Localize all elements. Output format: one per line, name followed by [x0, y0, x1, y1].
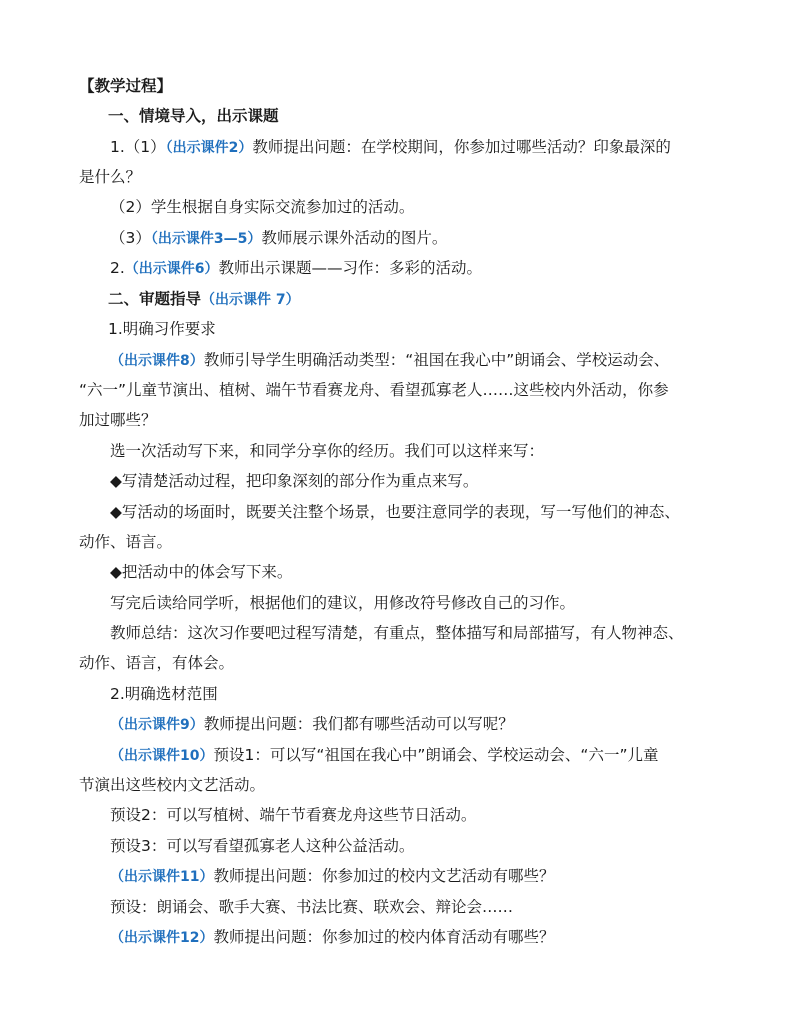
para-14	[110, 805, 476, 825]
section-2-title	[108, 289, 300, 310]
para-3-number: （3）	[110, 229, 151, 247]
section-2-courseware-tag: （出示课件 7）	[201, 292, 300, 308]
section-1-title	[108, 106, 279, 126]
para-18-text: 教师提出问题：你参加过的校内体育活动有哪些？	[213, 928, 555, 946]
para-13-text-2: 节演出这些校内文艺活动。	[79, 776, 266, 794]
para-2	[110, 197, 414, 217]
bullet-3-text: ◆把活动中的体会写下来。	[110, 563, 293, 581]
subheading-2-text: 2.明确选材范围	[110, 685, 218, 703]
para-3	[110, 228, 447, 249]
section-1-title-text: 一、情境导入，出示课题	[108, 107, 279, 125]
para-5-courseware-tag: （出示课件8）	[110, 353, 204, 369]
para-5-text-3: 加过哪些？	[79, 411, 157, 429]
para-1-number: 1.（1）	[110, 138, 166, 156]
para-15-text: 预设3：可以写看望孤寡老人这种公益活动。	[110, 837, 415, 855]
para-11-line-1	[110, 623, 684, 643]
para-4	[110, 258, 482, 279]
subheading-1	[108, 319, 216, 339]
para-15	[110, 836, 414, 856]
para-13-courseware-tag: （出示课件10）	[110, 748, 214, 764]
para-14-text: 预设2：可以写植树、端午节看赛龙舟这些节日活动。	[110, 806, 477, 824]
para-1-line-1	[110, 137, 671, 158]
bullet-1-text: ◆写清楚活动过程，把印象深刻的部分作为重点来写。	[110, 472, 479, 490]
para-5-text-2: “六一”儿童节演出、植树、端午节看赛龙舟、看望孤寡老人……这些校内外活动，你参	[79, 381, 669, 399]
para-13-line-1	[110, 745, 658, 766]
para-3-courseware-tag: （出示课件3—5）	[150, 231, 262, 247]
bullet-2-text-2: 动作、语言。	[79, 533, 173, 551]
para-12	[110, 714, 514, 735]
para-6-text: 选一次活动写下来，和同学分享你的经历。我们可以这样来写：	[110, 442, 545, 460]
para-2-text: （2）学生根据自身实际交流参加过的活动。	[110, 198, 415, 216]
para-10-text: 写完后读给同学听，根据他们的建议，用修改符号修改自己的习作。	[110, 594, 576, 612]
para-11-line-2	[79, 653, 234, 673]
para-16-text: 教师提出问题：你参加过的校内文艺活动有哪些？	[213, 867, 555, 885]
para-5-line-3	[79, 410, 157, 430]
subheading-2	[110, 684, 218, 704]
section-heading	[79, 76, 172, 96]
bullet-2-text: ◆写活动的场面时，既要关注整个场景，也要注意同学的表现，写一写他们的神态、	[110, 503, 680, 521]
para-5-line-2	[79, 380, 669, 400]
subheading-1-text: 1.明确习作要求	[108, 320, 216, 338]
para-18	[110, 927, 555, 948]
para-4-number: 2.	[110, 259, 125, 277]
para-12-courseware-tag: （出示课件9）	[110, 717, 204, 733]
para-6	[110, 441, 544, 461]
para-5-line-1	[110, 350, 669, 371]
para-11-text-2: 动作、语言，有体会。	[79, 654, 235, 672]
para-16	[110, 866, 555, 887]
para-1-text: 教师提出问题：在学校期间，你参加过哪些活动？印象最深的	[252, 138, 671, 156]
para-3-text: 教师展示课外活动的图片。	[261, 229, 448, 247]
para-4-text: 教师出示课题——习作：多彩的活动。	[218, 259, 483, 277]
para-13-line-2	[79, 775, 265, 795]
para-16-courseware-tag: （出示课件11）	[110, 869, 214, 885]
para-1-line-2	[79, 167, 141, 187]
para-1-courseware-tag: （出示课件2）	[165, 140, 253, 156]
para-11-text: 教师总结：这次习作要吧过程写清楚，有重点，整体描写和局部描写，有人物神态、	[110, 624, 684, 642]
para-1-cont: 是什么？	[79, 168, 142, 186]
para-4-courseware-tag: （出示课件6）	[124, 261, 219, 277]
para-17-text: 预设：朗诵会、歌手大赛、书法比赛、联欢会、辩论会……	[110, 898, 514, 916]
para-13-text: 预设1：可以写“祖国在我心中”朗诵会、学校运动会、“六一”儿童	[213, 746, 659, 764]
heading-text: 【教学过程】	[79, 77, 173, 95]
para-18-courseware-tag: （出示课件12）	[110, 930, 214, 946]
bullet-3	[110, 562, 292, 582]
bullet-2-line-2	[79, 532, 172, 552]
bullet-1	[110, 471, 478, 491]
para-10	[110, 593, 575, 613]
para-5-text: 教师引导学生明确活动类型：“祖国在我心中”朗诵会、学校运动会、	[203, 351, 670, 369]
para-12-text: 教师提出问题：我们都有哪些活动可以写呢？	[203, 715, 514, 733]
para-17	[110, 897, 513, 917]
section-2-title-text: 二、审题指导	[108, 290, 202, 308]
bullet-2-line-1	[110, 502, 680, 522]
